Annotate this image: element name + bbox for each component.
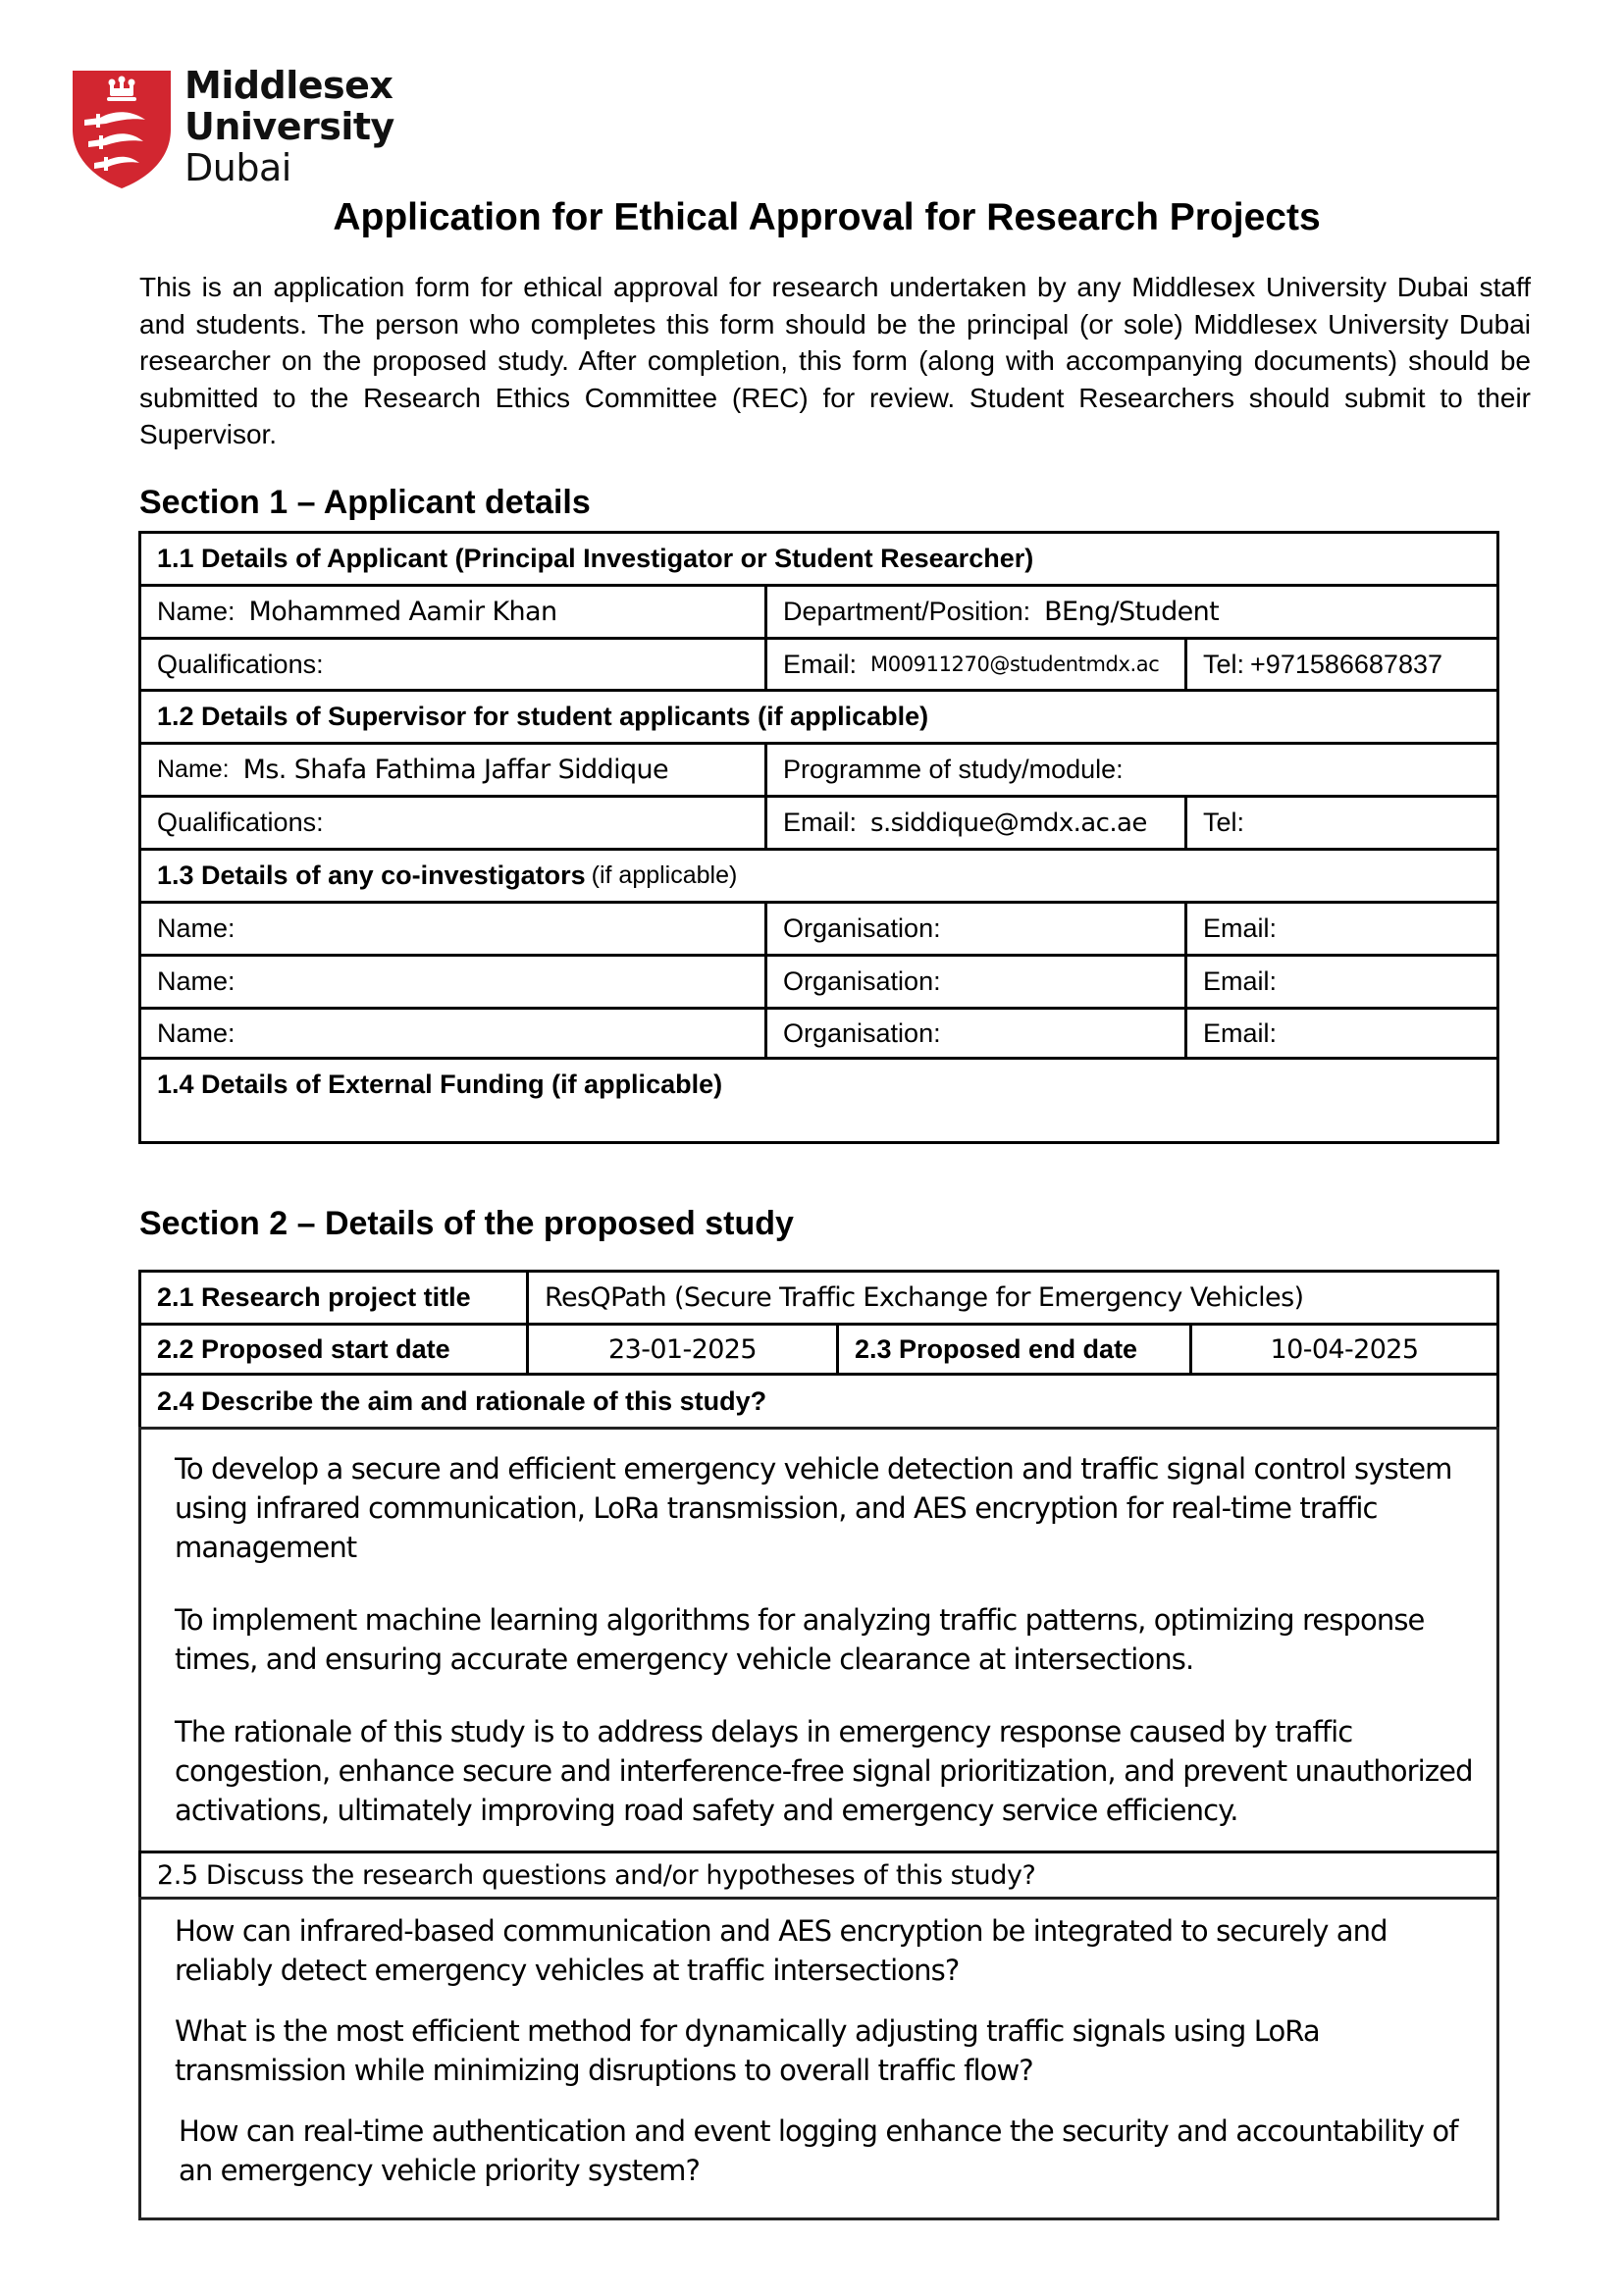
tel-label: Tel: <box>1203 649 1245 679</box>
supervisor-qualifications-label: Qualifications: <box>157 808 324 837</box>
s1-3-heading-text: 1.3 Details of any co-investigators <box>157 861 586 890</box>
coinvestigator-email-label: Email: <box>1203 966 1278 996</box>
section-2-heading: Section 2 – Details of the proposed study <box>139 1205 794 1242</box>
s1-1-heading <box>138 531 1499 587</box>
supervisor-name-field[interactable] <box>138 742 767 798</box>
supervisor-email-value: s.siddique@mdx.ac.ae <box>870 808 1147 838</box>
end-date-label-cell <box>836 1323 1192 1376</box>
applicant-email-field[interactable] <box>764 637 1187 692</box>
tel-value: +971586687837 <box>1250 649 1442 679</box>
applicant-qualifications-field[interactable] <box>138 637 767 692</box>
coinvestigator-3-name-field[interactable] <box>138 1007 767 1060</box>
applicant-tel-field[interactable] <box>1184 637 1499 692</box>
research-question-3: How can real-time authentication and event logging enhance the security and accountability of an emergency vehicle priority system? <box>179 2114 1458 2187</box>
coinvestigator-1-name-field[interactable] <box>138 901 767 957</box>
section-1-heading: Section 1 – Applicant details <box>139 484 591 521</box>
end-date-value: 10-04-2025 <box>1270 1333 1419 1365</box>
qualifications-label: Qualifications: <box>157 649 324 679</box>
start-date-label-cell <box>138 1323 529 1376</box>
intro-paragraph: This is an application form for ethical approval for research undertaken by any Middlesex University Dubai staff and students. The person who completes this form should be the principal (or sole) Middlesex University Dubai researcher on the proposed study. After completion, this form (along with accompanying documents) should be submitted to the Research Ethics Committee (REC) for review. Student Researchers should submit to their Supervisor. <box>139 272 1531 449</box>
supervisor-email-field[interactable] <box>764 795 1187 851</box>
crest-shield-icon <box>71 69 173 190</box>
coinvestigator-2-email-field[interactable] <box>1184 954 1499 1010</box>
research-question-1: How can infrared-based communication and AES encryption be integrated to securely and reliably detect emergency vehicles at traffic intersections? <box>175 1914 1388 1987</box>
coinvestigator-3-org-field[interactable] <box>764 1007 1187 1060</box>
end-date-field[interactable] <box>1189 1323 1499 1376</box>
coinvestigator-email-label: Email: <box>1203 1017 1278 1048</box>
project-title-label-cell <box>138 1270 529 1326</box>
aim-paragraph-1: To develop a secure and efficient emergency vehicle detection and traffic signal control system using infrared communication, LoRa transmission, and AES encryption for real-time traffic management <box>175 1452 1452 1564</box>
supervisor-email-label: Email: <box>783 808 858 837</box>
end-date-label: 2.3 Proposed end date <box>855 1333 1138 1364</box>
questions-heading: 2.5 Discuss the research questions and/or hypotheses of this study? <box>157 1859 1036 1891</box>
department-value: BEng/Student <box>1044 597 1220 627</box>
supervisor-tel-label: Tel: <box>1203 808 1245 837</box>
programme-field[interactable] <box>764 742 1499 798</box>
aim-rationale-field[interactable] <box>138 1427 1499 1853</box>
questions-heading-cell <box>138 1851 1499 1900</box>
external-funding-field[interactable] <box>138 1057 1499 1144</box>
research-questions-field[interactable] <box>138 1897 1499 2220</box>
logo-line-1: Middlesex <box>184 64 393 107</box>
aim-paragraph-3: The rationale of this study is to address delays in emergency response caused by traffic congestion, enhance secure and interference-free signal prioritization, and prevent unauthorized activations, ultimately improving road safety and emergency service efficiency. <box>175 1715 1473 1827</box>
applicant-name-value: Mohammed Aamir Khan <box>248 597 557 627</box>
s1-3-heading-note: (if applicable) <box>591 861 738 889</box>
page-title: Application for Ethical Approval for Research Projects <box>333 196 1321 238</box>
supervisor-tel-field[interactable] <box>1184 795 1499 851</box>
s1-3-heading <box>138 848 1499 904</box>
project-title-value: ResQPath (Secure Traffic Exchange for Emergency Vehicles) <box>545 1282 1304 1313</box>
applicant-name-label: Name: <box>157 597 236 626</box>
coinvestigator-org-label: Organisation: <box>783 1017 941 1048</box>
project-title-label: 2.1 Research project title <box>157 1282 471 1312</box>
logo-line-2: University <box>184 105 394 148</box>
s1-2-heading <box>138 689 1499 745</box>
start-date-field[interactable] <box>526 1323 839 1376</box>
department-label: Department/Position: <box>783 597 1031 626</box>
coinvestigator-org-label: Organisation: <box>783 913 941 943</box>
coinvestigator-email-label: Email: <box>1203 913 1278 943</box>
s1-4-heading-text: 1.4 Details of External Funding (if applicable) <box>157 1069 723 1099</box>
logo-line-3: Dubai <box>184 146 291 189</box>
supervisor-name-label: Name: <box>157 756 230 783</box>
university-logo <box>71 64 394 190</box>
programme-label: Programme of study/module: <box>783 755 1124 784</box>
coinvestigator-1-org-field[interactable] <box>764 901 1187 957</box>
coinvestigator-2-org-field[interactable] <box>764 954 1187 1010</box>
applicant-department-field[interactable] <box>764 584 1499 640</box>
coinvestigator-name-label: Name: <box>157 913 236 943</box>
s1-1-heading-text: 1.1 Details of Applicant (Principal Investigator or Student Researcher) <box>157 544 1034 573</box>
aim-heading-cell <box>138 1373 1499 1430</box>
coinvestigator-org-label: Organisation: <box>783 966 941 996</box>
research-question-2: What is the most efficient method for dynamically adjusting traffic signals using LoRa transmission while minimizing disruptions to overall traffic flow? <box>175 2014 1320 2087</box>
coinvestigator-1-email-field[interactable] <box>1184 901 1499 957</box>
s1-2-heading-text: 1.2 Details of Supervisor for student applicants (if applicable) <box>157 702 929 731</box>
aim-paragraph-2: To implement machine learning algorithms for analyzing traffic patterns, optimizing response times, and ensuring accurate emergency vehicle clearance at intersections. <box>175 1603 1425 1676</box>
start-date-value: 23-01-2025 <box>608 1333 757 1365</box>
coinvestigator-name-label: Name: <box>157 966 236 996</box>
email-value: M00911270@studentmdx.ac <box>870 652 1160 676</box>
supervisor-name-value: Ms. Shafa Fathima Jaffar Siddique <box>242 755 669 785</box>
supervisor-qualifications-field[interactable] <box>138 795 767 851</box>
applicant-name-field[interactable] <box>138 584 767 640</box>
coinvestigator-3-email-field[interactable] <box>1184 1007 1499 1060</box>
coinvestigator-name-label: Name: <box>157 1017 236 1048</box>
aim-heading: 2.4 Describe the aim and rationale of this study? <box>157 1385 767 1416</box>
start-date-label: 2.2 Proposed start date <box>157 1333 450 1364</box>
email-label: Email: <box>783 649 858 679</box>
coinvestigator-2-name-field[interactable] <box>138 954 767 1010</box>
project-title-field[interactable] <box>526 1270 1499 1326</box>
